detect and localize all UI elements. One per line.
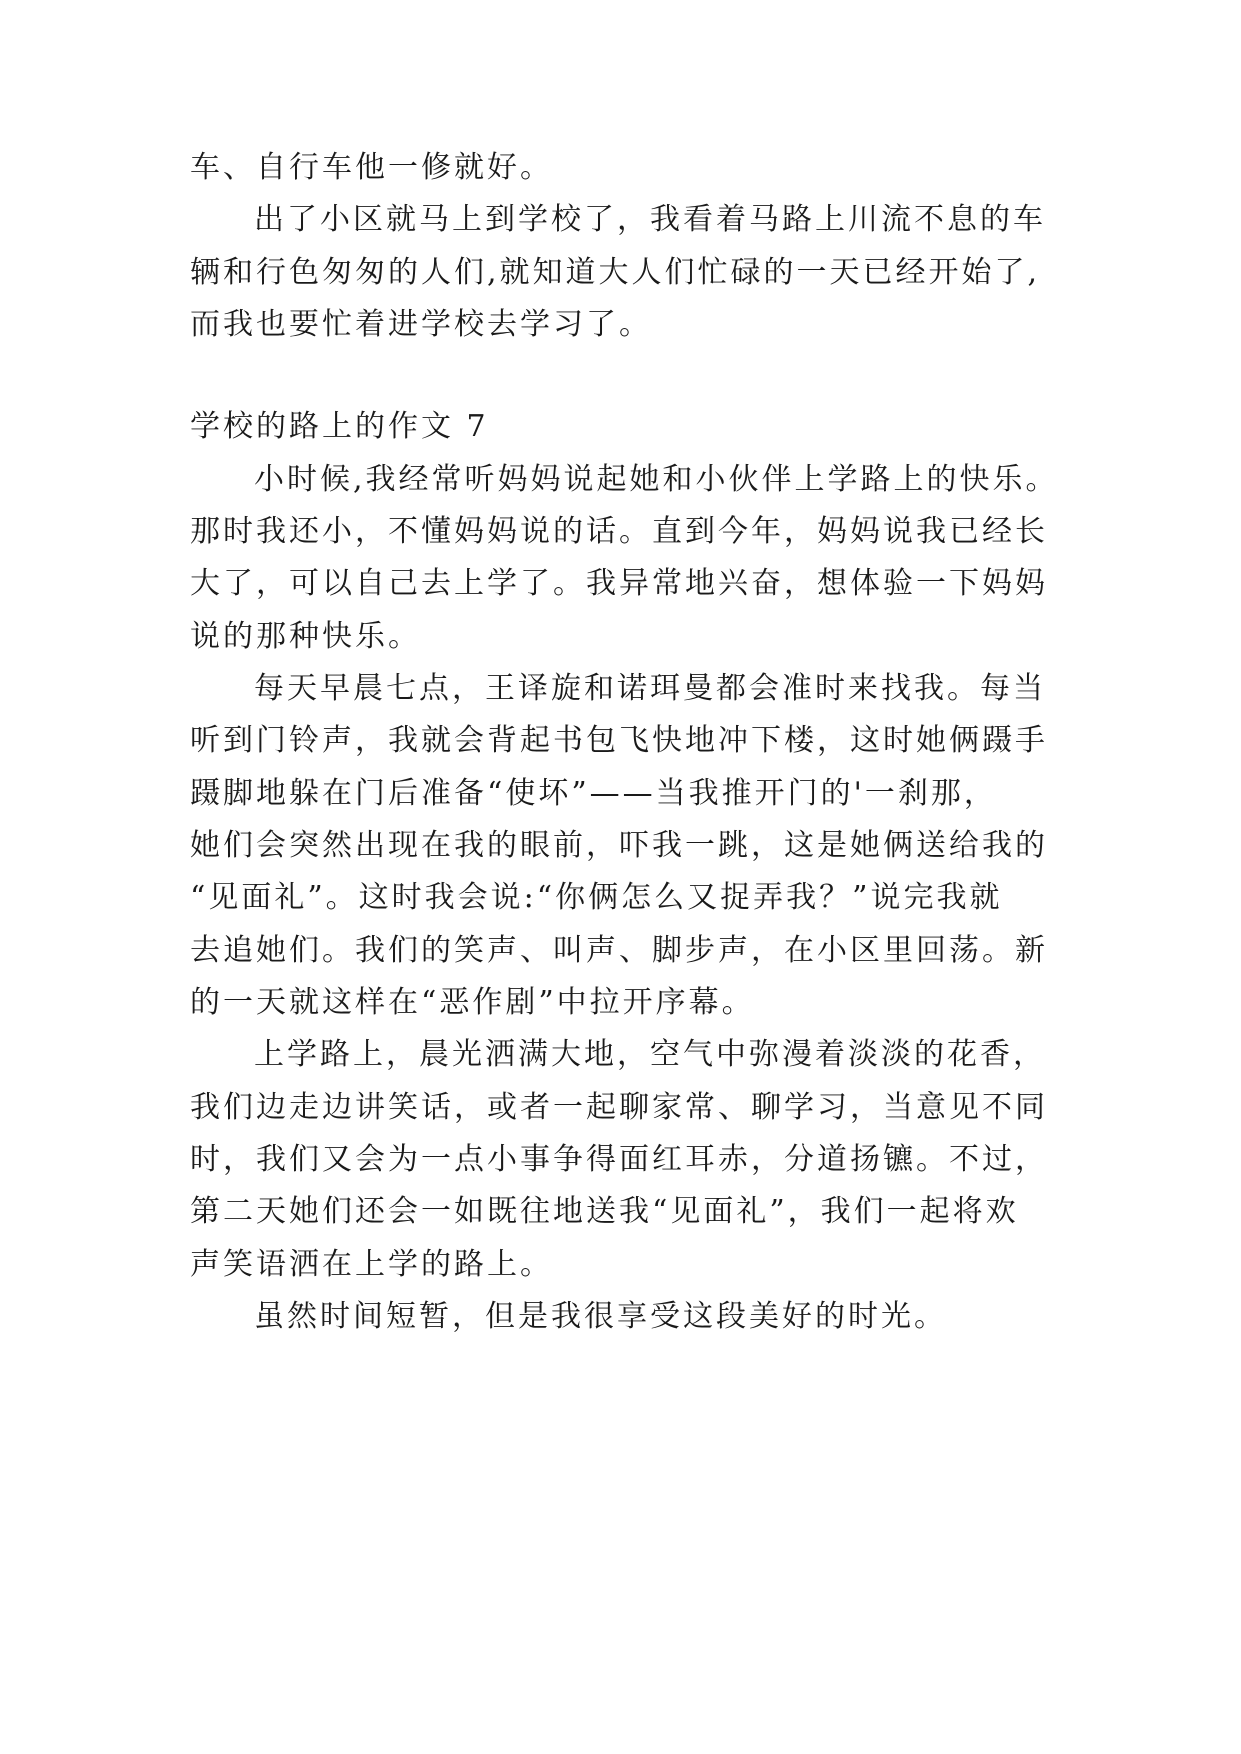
text-line: 那时我还小，不懂妈妈说的话。直到今年，妈妈说我已经长 xyxy=(190,514,1048,549)
text-line: 蹑脚地躲在门后准备“使坏”——当我推开门的'一刹那， xyxy=(190,776,997,811)
section-heading: 学校的路上的作文 7 xyxy=(190,409,489,444)
text-line: 时，我们又会为一点小事争得面红耳赤，分道扬镳。不过， xyxy=(190,1142,1048,1177)
text-line: 我们边走边讲笑话，或者一起聊家常、聊学习，当意见不同 xyxy=(190,1090,1048,1125)
paragraph-first-line: 每天早晨七点，王译旋和诺珥曼都会准时来找我。每当 xyxy=(254,671,1046,706)
text-line: 去追她们。我们的笑声、叫声、脚步声，在小区里回荡。新 xyxy=(190,933,1048,968)
paragraph-first-line: 小时候,我经常听妈妈说起她和小伙伴上学路上的快乐。 xyxy=(254,462,1059,497)
text-line: “见面礼”。这时我会说:“你俩怎么又捉弄我？”说完我就 xyxy=(190,880,1003,915)
text-line: 大了，可以自己去上学了。我异常地兴奋，想体验一下妈妈 xyxy=(190,566,1048,601)
text-line: 车、自行车他一修就好。 xyxy=(190,150,553,185)
text-line: 听到门铃声，我就会背起书包飞快地冲下楼，这时她俩蹑手 xyxy=(190,723,1048,758)
paragraph-first-line: 虽然时间短暂，但是我很享受这段美好的时光。 xyxy=(254,1299,947,1334)
text-line: 而我也要忙着进学校去学习了。 xyxy=(190,307,652,342)
paragraph-first-line: 上学路上，晨光洒满大地，空气中弥漫着淡淡的花香， xyxy=(254,1037,1046,1072)
text-line: 第二天她们还会一如既往地送我“见面礼”，我们一起将欢 xyxy=(190,1194,1019,1229)
text-line: 她们会突然出现在我的眼前，吓我一跳，这是她俩送给我的 xyxy=(190,828,1048,863)
paragraph-first-line: 出了小区就马上到学校了，我看着马路上川流不息的车 xyxy=(254,202,1046,237)
text-line: 辆和行色匆匆的人们,就知道大人们忙碌的一天已经开始了, xyxy=(190,255,1041,290)
text-line: 声笑语洒在上学的路上。 xyxy=(190,1247,553,1282)
text-line: 的一天就这样在“恶作剧”中拉开序幕。 xyxy=(190,985,755,1020)
text-line: 说的那种快乐。 xyxy=(190,619,421,654)
